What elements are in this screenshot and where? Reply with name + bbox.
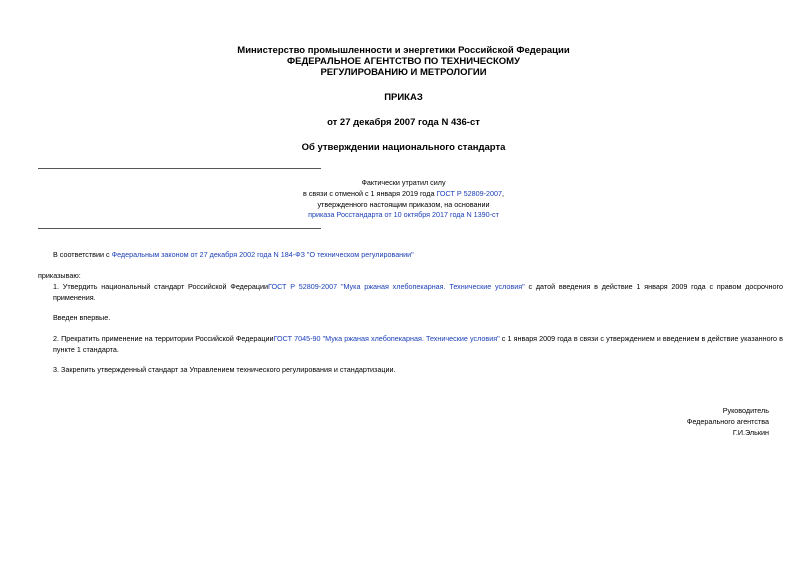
status-note-line2: в связи с отменой с 1 января 2019 года ГОСТ Р 52809-2007, — [302, 188, 505, 198]
item-1-paragraph: 1. Утвердить национальный стандарт Российской ФедерацииГОСТ Р 52809-2007 "Мука ржаная хлебопекарная. Технические условия" с датой введения в действие 1 января 2009 года с правом досрочного применения. — [53, 282, 783, 302]
document-subject: Об утверждении национального стандарта — [301, 142, 506, 153]
rosstandart-order-link[interactable]: приказа Росстандарта от 10 октября 2017 года N 1390-ст — [308, 210, 499, 220]
status-note-line3: утвержденного настоящим приказом, на основании — [317, 199, 490, 209]
document-date: от 27 декабря 2007 года N 436-ст — [327, 117, 480, 128]
item-2-paragraph: 2. Прекратить применение на территории Российской ФедерацииГОСТ 7045-90 "Мука ржаная хлебопекарная. Технические условия" с 1 января 2009 года в связи с утверждением и введением в действие указанного в пункте 1 стандарта. — [53, 334, 783, 354]
gost-52809-link[interactable]: ГОСТ Р 52809-2007 — [436, 188, 503, 198]
ministry-name: Министерство промышленности и энергетики Российской Федерации — [237, 45, 570, 56]
divider-bottom — [38, 228, 321, 229]
signature-block — [687, 406, 769, 438]
agency-name-line1: ФЕДЕРАЛЬНОЕ АГЕНТСТВО ПО ТЕХНИЧЕСКОМУ — [287, 56, 520, 67]
item-3-paragraph: 3. Закрепить утвержденный стандарт за Управлением технического регулирования и стандартизации. — [53, 365, 396, 374]
status-note-line1: Фактически утратил силу — [361, 178, 446, 187]
introduced-first-note: Введен впервые. — [53, 313, 111, 322]
signature-name: Г.И.Элькин — [732, 427, 769, 437]
signature-title: Руководитель — [722, 406, 769, 415]
divider-top — [38, 168, 321, 169]
order-word: приказываю: — [38, 271, 81, 280]
preamble-paragraph: В соответствии с Федеральным законом от 27 декабря 2002 года N 184-ФЗ "О техническом регулировании" — [53, 250, 414, 259]
status-note — [200, 178, 607, 221]
gost-r-52809-link[interactable]: ГОСТ Р 52809-2007 "Мука ржаная хлебопекарная. Технические условия" — [268, 282, 525, 291]
status-note-line4 — [200, 210, 607, 221]
signature-agency: Федерального агентства — [686, 416, 769, 426]
agency-name-line2: РЕГУЛИРОВАНИЮ И МЕТРОЛОГИИ — [320, 67, 487, 78]
document-type: ПРИКАЗ — [384, 92, 423, 103]
document-header — [0, 45, 807, 128]
federal-law-link[interactable]: Федеральным законом от 27 декабря 2002 года N 184-ФЗ "О техническом регулировании" — [111, 250, 414, 259]
gost-7045-link[interactable]: ГОСТ 7045-90 "Мука ржаная хлебопекарная. Технические условия" — [273, 334, 500, 343]
